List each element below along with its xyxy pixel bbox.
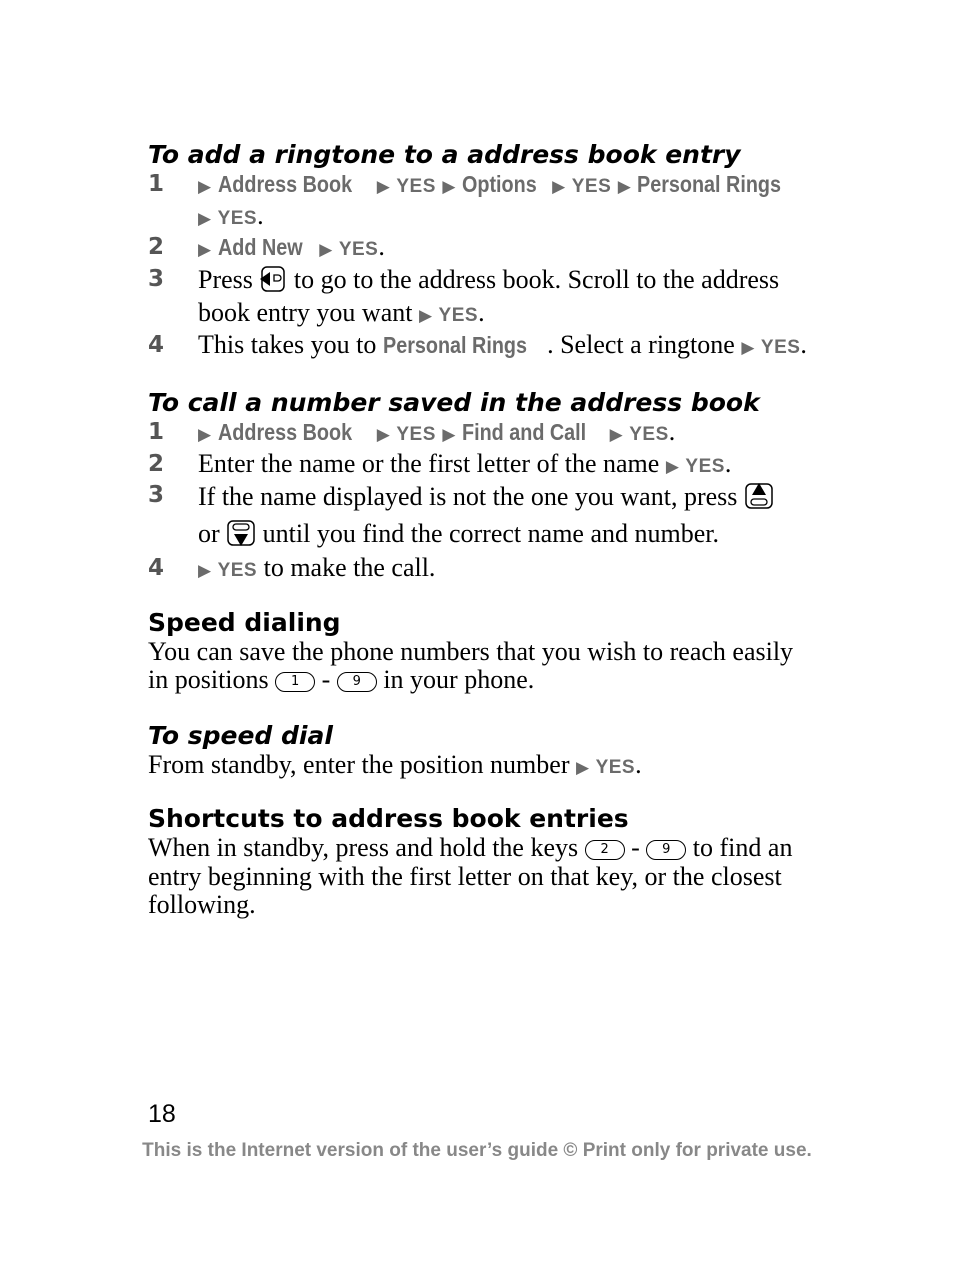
paragraph-shortcuts bbox=[148, 834, 808, 920]
step-text: until you find the correct name and number. bbox=[262, 518, 719, 548]
step-3 bbox=[148, 265, 808, 331]
menu-item-personal-rings: Personal Rings bbox=[382, 331, 527, 358]
step-text: This takes you to bbox=[198, 329, 377, 359]
step-number: 4 bbox=[148, 331, 165, 358]
step-3 bbox=[148, 481, 808, 554]
section-heading-add-ringtone: To add a ringtone to a address book entry bbox=[148, 140, 741, 169]
period: . bbox=[635, 749, 642, 779]
step-text: or bbox=[198, 518, 220, 548]
step-number: 1 bbox=[148, 171, 165, 197]
step-text: Enter the name or the first letter of the name bbox=[198, 448, 660, 478]
menu-item-find-and-call: Find and Call bbox=[461, 419, 587, 445]
arrow-icon: ▶ bbox=[552, 177, 566, 196]
step-number: 3 bbox=[148, 265, 165, 292]
section-heading-speed-dialing: Speed dialing bbox=[148, 607, 341, 637]
key-2-icon: 2 bbox=[585, 840, 625, 860]
arrow-icon: ▶ bbox=[376, 177, 390, 196]
section-heading-call-number: To call a number saved in the address book bbox=[148, 388, 760, 417]
dash: - bbox=[321, 665, 331, 694]
step-text: . Select a ringtone bbox=[547, 329, 735, 359]
step-4 bbox=[148, 331, 808, 363]
period: . bbox=[668, 417, 676, 446]
period: . bbox=[724, 448, 732, 478]
menu-item-address-book: Address Book bbox=[217, 419, 352, 445]
step-number: 2 bbox=[148, 450, 165, 477]
arrow-icon: ▶ bbox=[376, 425, 390, 444]
step-4 bbox=[148, 554, 808, 586]
menu-item-add-new: Add New bbox=[217, 234, 303, 260]
menu-item-address-book: Address Book bbox=[217, 171, 352, 197]
step-2 bbox=[148, 450, 808, 482]
step-2 bbox=[148, 233, 808, 265]
paragraph-text: From standby, enter the position number bbox=[148, 749, 570, 779]
arrow-icon: ▶ bbox=[418, 306, 433, 325]
menu-item-options: Options bbox=[461, 171, 537, 197]
period: . bbox=[478, 298, 485, 327]
section-heading-shortcuts: Shortcuts to address book entries bbox=[148, 804, 629, 833]
step-number: 2 bbox=[148, 234, 165, 260]
yes-key-label: YES bbox=[396, 176, 436, 197]
yes-key-label: YES bbox=[438, 305, 479, 326]
step-text: If the name displayed is not the one you want, press bbox=[198, 482, 738, 512]
paragraph-to-speed-dial bbox=[148, 751, 808, 783]
step-text: to go to the address book. Scroll to the address book entry you want bbox=[198, 264, 780, 327]
yes-key-label: YES bbox=[217, 560, 258, 581]
step-1 bbox=[148, 170, 808, 233]
yes-key-label: YES bbox=[629, 424, 669, 445]
arrow-icon: ▶ bbox=[198, 240, 212, 259]
arrow-icon: ▶ bbox=[442, 425, 456, 444]
page-number: 18 bbox=[148, 1100, 176, 1128]
section-heading-to-speed-dial: To speed dial bbox=[148, 720, 333, 750]
paragraph-text: When in standby, press and hold the keys bbox=[148, 833, 579, 862]
page-content bbox=[148, 140, 808, 920]
arrow-icon: ▶ bbox=[198, 208, 212, 228]
arrow-icon: ▶ bbox=[198, 561, 212, 580]
paragraph-text: in your phone. bbox=[383, 665, 535, 694]
yes-key-label: YES bbox=[685, 455, 725, 477]
yes-key-label: YES bbox=[595, 756, 636, 778]
arrow-icon: ▶ bbox=[741, 337, 755, 357]
arrow-icon: ▶ bbox=[198, 177, 212, 196]
step-1 bbox=[148, 418, 808, 450]
key-9-icon: 9 bbox=[646, 840, 686, 860]
yes-key-label: YES bbox=[217, 207, 258, 229]
key-1-icon: 1 bbox=[275, 672, 315, 692]
step-text: Press bbox=[198, 264, 253, 294]
yes-key-label: YES bbox=[396, 424, 436, 445]
arrow-icon: ▶ bbox=[198, 425, 212, 444]
period: . bbox=[378, 232, 385, 261]
period: . bbox=[257, 200, 264, 230]
arrow-icon: ▶ bbox=[609, 425, 623, 444]
step-number: 1 bbox=[148, 419, 165, 445]
nav-left-key-icon bbox=[259, 265, 287, 300]
yes-key-label: YES bbox=[338, 239, 379, 260]
arrow-icon: ▶ bbox=[442, 177, 456, 196]
arrow-icon: ▶ bbox=[665, 456, 679, 476]
paragraph-text: You can save the phone numbers that you wish to reach easily in positions bbox=[148, 636, 794, 694]
yes-key-label: YES bbox=[760, 336, 801, 358]
step-number: 4 bbox=[148, 555, 165, 581]
nav-down-key-icon bbox=[226, 518, 256, 555]
paragraph-text: to find an entry beginning with the first letter on that key, or the closest following. bbox=[148, 833, 793, 919]
arrow-icon: ▶ bbox=[319, 240, 333, 259]
arrow-icon: ▶ bbox=[617, 177, 631, 196]
paragraph-speed-dialing bbox=[148, 638, 808, 695]
key-9-icon: 9 bbox=[337, 672, 377, 692]
yes-key-label: YES bbox=[571, 176, 612, 197]
menu-item-personal-rings: Personal Rings bbox=[637, 171, 782, 197]
footer-notice: This is the Internet version of the user’s guide © Print only for private use. bbox=[142, 1140, 812, 1161]
step-text: to make the call. bbox=[263, 553, 436, 582]
nav-up-key-icon bbox=[744, 481, 774, 518]
dash: - bbox=[631, 833, 640, 862]
period: . bbox=[800, 329, 807, 359]
step-number: 3 bbox=[148, 482, 165, 508]
arrow-icon: ▶ bbox=[575, 757, 590, 777]
